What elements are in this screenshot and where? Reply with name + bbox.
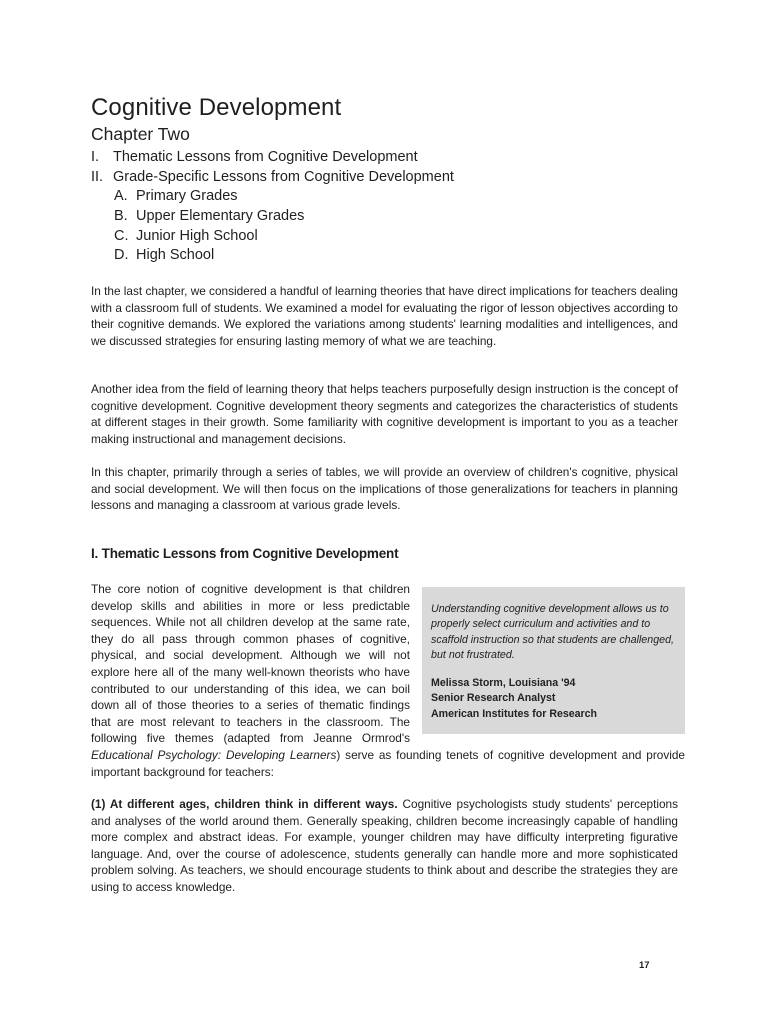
pull-quote-text: Understanding cognitive development allows us to properly select curriculum and activities and to scaffold instruction so that students are challenged, but not frustrated.	[431, 603, 674, 661]
toc-item-label: Primary Grades	[136, 188, 238, 205]
chapter-subtitle: Chapter Two	[91, 124, 190, 144]
toc-item-label: Junior High School	[136, 227, 258, 244]
core-text-before: The core notion of cognitive development is that children develop skills and abilities in more or less predictable sequences. While not all children develop at the same rate, they do all pass through common phases of cognitive, physical, and social development. Although we will not explore here all of the many well-known theorists who have contributed to our understanding of this idea, we can boil down all of those theories to a series of thematic findings that are most relevant to teachers in the classroom. The following five themes (adapted from Jeanne Ormrod's	[91, 582, 410, 746]
theme-1-lead: (1) At different ages, children think in different ways.	[91, 797, 398, 811]
intro-paragraph-1: In the last chapter, we considered a handful of learning theories that have direct implications for teachers dealing with a classroom full of students. We examined a model for evaluating the rigor of lesson objectives according to their cognitive demands. We explored the variations among students' learning modalities and intelligences, and we discussed strategies for ensuring lasting memory of what we are teaching.	[91, 284, 678, 348]
toc-item-number: D.	[114, 247, 129, 264]
toc-item-label: High School	[136, 247, 215, 264]
toc-item-label: Grade-Specific Lessons from Cognitive Development	[113, 168, 454, 185]
section-heading: I. Thematic Lessons from Cognitive Development	[91, 546, 399, 561]
core-text-after: ) serve as founding tenets of cognitive development and provide important background for teachers:	[91, 747, 685, 779]
page-number: 17	[639, 960, 650, 971]
chapter-title: Cognitive Development	[91, 94, 342, 121]
quote-author-name: Melissa Storm, Louisiana '94	[431, 677, 576, 690]
intro-paragraph-2: Another idea from the field of learning theory that helps teachers purposefully design instruction is the concept of cognitive development. Cognitive development theory segments and categorizes the characteristics of students at different stages in their growth. Some familiarity with cognitive development is important to you as a teacher making instructional and management decisions.	[91, 382, 678, 446]
pull-quote-attribution	[431, 676, 675, 722]
toc-item-label: Thematic Lessons from Cognitive Development	[113, 149, 418, 165]
intro-paragraph-3: In this chapter, primarily through a series of tables, we will provide an overview of children's cognitive, physical and social development. We will then focus on the implications of those generalizations for teachers in planning lessons and managing a classroom at various grade levels.	[91, 465, 678, 513]
quote-author-org: American Institutes for Research	[431, 707, 598, 720]
toc-item-number: I.	[91, 149, 100, 165]
theme-1-paragraph	[91, 796, 678, 896]
toc-item-number: C.	[114, 227, 129, 244]
book-title: Educational Psychology: Developing Learners	[91, 747, 337, 762]
toc-item-number: B.	[114, 208, 128, 225]
pull-quote-box	[422, 587, 685, 734]
quote-author-role: Senior Research Analyst	[431, 692, 556, 705]
toc-item-label: Upper Elementary Grades	[136, 208, 305, 225]
core-notion-block	[91, 581, 685, 780]
toc-item-number: A.	[114, 188, 128, 205]
toc-item-number: II.	[91, 168, 104, 185]
theme-1-body: Cognitive psychologists study students' perceptions and analyses of the world around them. Generally speaking, children become increasingly capable of handling more complex and abstract ideas. For example, younger children may have difficulty interpreting figurative language. And, over the course of adolescence, students generally can handle more and more sophisticated problem solving. As teachers, we should encourage students to think about and describe the strategies they are using to access knowledge.	[91, 797, 679, 894]
